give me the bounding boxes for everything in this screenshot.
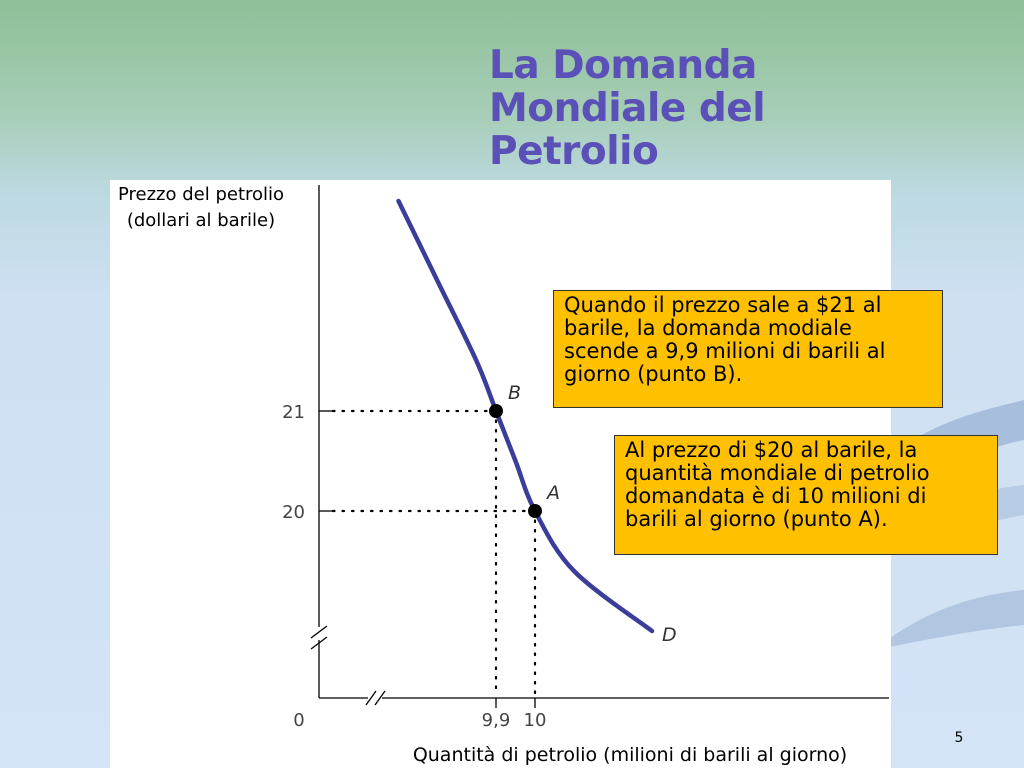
x-tick-label: 10: [523, 710, 547, 731]
point-label: A: [547, 482, 560, 504]
slide-title-line: Mondiale del: [489, 86, 766, 131]
callout-point-b: [553, 290, 943, 408]
slide-title-line: La Domanda: [489, 43, 757, 88]
x-axis-label: Quantità di petrolio (milioni di barili al giorno): [412, 744, 848, 766]
y-tick-label: 21: [282, 402, 305, 423]
callout-line: quantità mondiale di petrolio: [625, 461, 930, 485]
callout-line: barile, la domanda modiale: [564, 316, 852, 340]
point-label: B: [508, 382, 522, 404]
callout-line: Al prezzo di $20 al barile, la: [625, 438, 918, 462]
callout-line: scende a 9,9 milioni di barili al: [564, 339, 886, 363]
callout-line: domandata è di 10 milioni di: [625, 484, 927, 508]
series-label: D: [662, 624, 677, 646]
page-number: 5: [954, 730, 964, 746]
y-axis-break-mark: [311, 626, 327, 638]
x-tick-label: 9,9: [481, 710, 511, 731]
callout-point-a: [614, 435, 998, 555]
slide-title: [489, 44, 765, 173]
y-axis-label-line: Prezzo del petrolio: [117, 184, 285, 205]
demand-curve: [399, 201, 653, 631]
callout-line: barili al giorno (punto A).: [625, 507, 888, 531]
y-axis-label-line: (dollari al barile): [126, 210, 276, 231]
slide-title-line: Petrolio: [489, 129, 659, 174]
point-b-marker: [489, 404, 503, 418]
y-tick-label: 20: [282, 502, 305, 523]
callout-line: Quando il prezzo sale a $21 al: [564, 293, 882, 317]
origin-label: 0: [293, 710, 305, 731]
callout-line: giorno (punto B).: [564, 362, 743, 386]
point-a-marker: [528, 504, 542, 518]
